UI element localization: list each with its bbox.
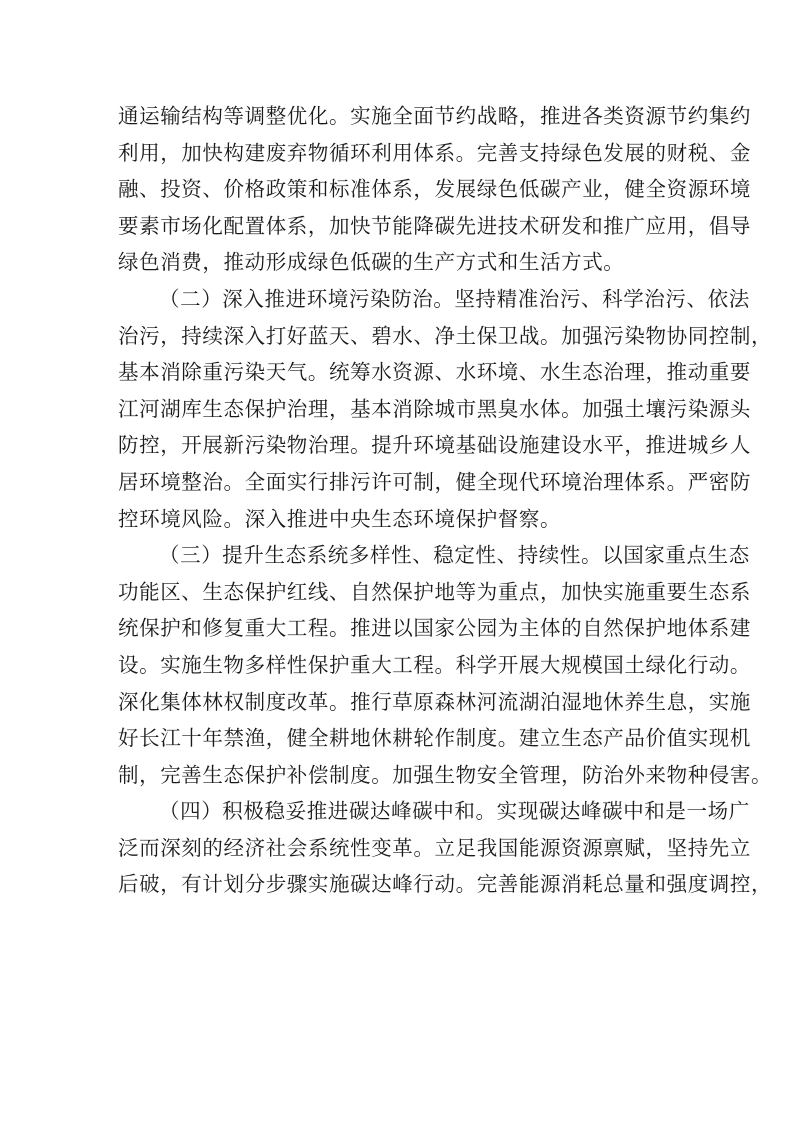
text-line: 泛而深刻的经济社会系统性变革。立足我国能源资源禀赋，坚持先立 [118, 835, 751, 860]
text-line: 后破，有计划分步骤实施碳达峰行动。完善能源消耗总量和强度调控， [118, 872, 773, 897]
text-line: 治污，持续深入打好蓝天、碧水、净土保卫战。加强污染物协同控制， [118, 323, 773, 348]
text-line: 深化集体林权制度改革。推行草原森林河流湖泊湿地休养生息，实施 [118, 689, 751, 714]
text-line: 制，完善生态保护补偿制度。加强生物安全管理，防治外来物种侵害。 [118, 762, 773, 787]
text-line: 居环境整治。全面实行排污许可制，健全现代环境治理体系。严密防 [118, 469, 751, 494]
text-line: 要素市场化配置体系，加快节能降碳先进技术研发和推广应用，倡导 [118, 213, 751, 238]
text-line: 利用，加快构建废弃物循环利用体系。完善支持绿色发展的财税、金 [118, 140, 751, 165]
text-line: 控环境风险。深入推进中央生态环境保护督察。 [118, 506, 562, 531]
text-line: 好长江十年禁渔，健全耕地休耕轮作制度。建立生态产品价值实现机 [118, 726, 751, 751]
text-line: 通运输结构等调整优化。实施全面节约战略，推进各类资源节约集约 [118, 104, 751, 128]
text-line: （三）提升生态系统多样性、稳定性、持续性。以国家重点生态 [159, 543, 750, 568]
body-text [118, 98, 773, 903]
text-line: 功能区、生态保护红线、自然保护地等为重点，加快实施重要生态系 [118, 579, 751, 604]
text-line: 融、投资、价格政策和标准体系，发展绿色低碳产业，健全资源环境 [118, 177, 751, 202]
text-line: 统保护和修复重大工程。推进以国家公园为主体的自然保护地体系建 [118, 616, 751, 641]
text-line: （四）积极稳妥推进碳达峰碳中和。实现碳达峰碳中和是一场广 [159, 799, 750, 824]
text-line: 绿色消费，推动形成绿色低碳的生产方式和生活方式。 [118, 250, 625, 275]
text-line: （二）深入推进环境污染防治。坚持精准治污、科学治污、依法 [159, 286, 750, 311]
text-line: 设。实施生物多样性保护重大工程。科学开展大规模国土绿化行动。 [118, 652, 751, 677]
text-line: 江河湖库生态保护治理，基本消除城市黑臭水体。加强土壤污染源头 [118, 396, 751, 421]
text-line: 防控，开展新污染物治理。提升环境基础设施建设水平，推进城乡人 [118, 433, 751, 458]
text-line: 基本消除重污染天气。统筹水资源、水环境、水生态治理，推动重要 [118, 360, 751, 385]
